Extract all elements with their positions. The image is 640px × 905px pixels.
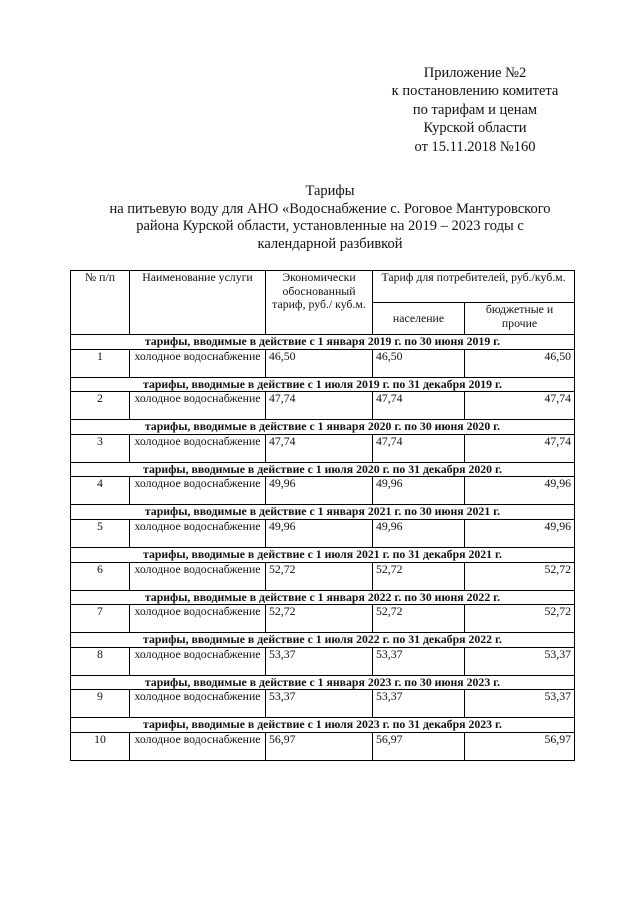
population-tariff: 49,96 [373, 477, 465, 505]
header-service: Наименование услуги [130, 271, 266, 335]
row-number: 10 [71, 732, 130, 760]
population-tariff: 47,74 [373, 392, 465, 420]
table-row [71, 647, 575, 675]
budget-tariff: 56,97 [465, 732, 575, 760]
service-name: холодное водоснабжение [130, 562, 266, 590]
economic-tariff: 47,74 [266, 392, 373, 420]
row-number: 1 [71, 349, 130, 377]
row-number: 6 [71, 562, 130, 590]
period-label: тарифы, вводимые в действие с 1 июля 2020 г. по 31 декабря 2020 г. [71, 462, 575, 477]
table-row [71, 349, 575, 377]
table-row [71, 477, 575, 505]
appendix-line: Курской области [423, 120, 527, 137]
population-tariff: 52,72 [373, 562, 465, 590]
document-title [70, 183, 590, 253]
budget-tariff: 52,72 [465, 605, 575, 633]
period-row [71, 335, 575, 350]
table-row [71, 690, 575, 718]
budget-tariff: 52,72 [465, 562, 575, 590]
title-line: района Курской области, установленные на 2019 – 2023 годы с [136, 218, 524, 234]
population-tariff: 53,37 [373, 690, 465, 718]
appendix-block [372, 64, 578, 156]
service-name: холодное водоснабжение [130, 732, 266, 760]
service-name: холодное водоснабжение [130, 605, 266, 633]
period-row [71, 590, 575, 605]
period-label: тарифы, вводимые в действие с 1 января 2020 г. по 30 июня 2020 г. [71, 420, 575, 435]
service-name: холодное водоснабжение [130, 434, 266, 462]
header-budget: бюджетные и прочие [465, 303, 575, 335]
budget-tariff: 49,96 [465, 519, 575, 547]
period-label: тарифы, вводимые в действие с 1 января 2023 г. по 30 июня 2023 г. [71, 675, 575, 690]
appendix-line: к постановлению комитета [391, 83, 559, 100]
budget-tariff: 53,37 [465, 647, 575, 675]
row-number: 7 [71, 605, 130, 633]
economic-tariff: 56,97 [266, 732, 373, 760]
economic-tariff: 53,37 [266, 690, 373, 718]
row-number: 8 [71, 647, 130, 675]
budget-tariff: 53,37 [465, 690, 575, 718]
period-row [71, 377, 575, 392]
budget-tariff: 47,74 [465, 434, 575, 462]
period-label: тарифы, вводимые в действие с 1 июля 2022 г. по 31 декабря 2022 г. [71, 633, 575, 648]
period-label: тарифы, вводимые в действие с 1 января 2019 г. по 30 июня 2019 г. [71, 335, 575, 350]
title-line: календарной разбивкой [257, 235, 403, 252]
service-name: холодное водоснабжение [130, 690, 266, 718]
header-row [71, 271, 575, 303]
service-name: холодное водоснабжение [130, 392, 266, 420]
population-tariff: 47,74 [373, 434, 465, 462]
population-tariff: 49,96 [373, 519, 465, 547]
economic-tariff: 49,96 [266, 477, 373, 505]
period-row [71, 547, 575, 562]
row-number: 4 [71, 477, 130, 505]
service-name: холодное водоснабжение [130, 477, 266, 505]
population-tariff: 52,72 [373, 605, 465, 633]
population-tariff: 53,37 [373, 647, 465, 675]
period-row [71, 462, 575, 477]
period-row [71, 718, 575, 733]
table-row [71, 732, 575, 760]
period-row [71, 675, 575, 690]
row-number: 3 [71, 434, 130, 462]
appendix-line: Приложение №2 [423, 65, 527, 81]
budget-tariff: 46,50 [465, 349, 575, 377]
appendix-line: от 15.11.2018 №160 [414, 138, 536, 155]
economic-tariff: 52,72 [266, 562, 373, 590]
economic-tariff: 53,37 [266, 647, 373, 675]
row-number: 2 [71, 392, 130, 420]
service-name: холодное водоснабжение [130, 519, 266, 547]
table-row [71, 519, 575, 547]
table-row [71, 562, 575, 590]
population-tariff: 46,50 [373, 349, 465, 377]
budget-tariff: 49,96 [465, 477, 575, 505]
period-row [71, 505, 575, 520]
table-row [71, 605, 575, 633]
period-label: тарифы, вводимые в действие с 1 января 2021 г. по 30 июня 2021 г. [71, 505, 575, 520]
period-row [71, 420, 575, 435]
economic-tariff: 46,50 [266, 349, 373, 377]
tariff-body [71, 335, 575, 761]
economic-tariff: 49,96 [266, 519, 373, 547]
header-economic-tariff: Экономически обоснованный тариф, руб./ куб.м. [266, 271, 373, 335]
population-tariff: 56,97 [373, 732, 465, 760]
service-name: холодное водоснабжение [130, 349, 266, 377]
table-row [71, 392, 575, 420]
appendix-line: по тарифам и ценам [412, 101, 538, 118]
budget-tariff: 47,74 [465, 392, 575, 420]
period-row [71, 633, 575, 648]
period-label: тарифы, вводимые в действие с 1 июля 2023 г. по 31 декабря 2023 г. [71, 718, 575, 733]
period-label: тарифы, вводимые в действие с 1 января 2022 г. по 30 июня 2022 г. [71, 590, 575, 605]
period-label: тарифы, вводимые в действие с 1 июля 2019 г. по 31 декабря 2019 г. [71, 377, 575, 392]
title-line: на питьевую воду для АНО «Водоснабжение с. Роговое Мантуровского [109, 200, 551, 217]
header-population: население [373, 303, 465, 335]
economic-tariff: 47,74 [266, 434, 373, 462]
service-name: холодное водоснабжение [130, 647, 266, 675]
row-number: 5 [71, 519, 130, 547]
header-num: № п/п [71, 271, 130, 335]
header-consumer-tariff: Тариф для потребителей, руб./куб.м. [373, 271, 575, 303]
period-label: тарифы, вводимые в действие с 1 июля 2021 г. по 31 декабря 2021 г. [71, 547, 575, 562]
title-line: Тарифы [305, 183, 355, 199]
row-number: 9 [71, 690, 130, 718]
tariff-table [70, 270, 575, 761]
table-row [71, 434, 575, 462]
economic-tariff: 52,72 [266, 605, 373, 633]
